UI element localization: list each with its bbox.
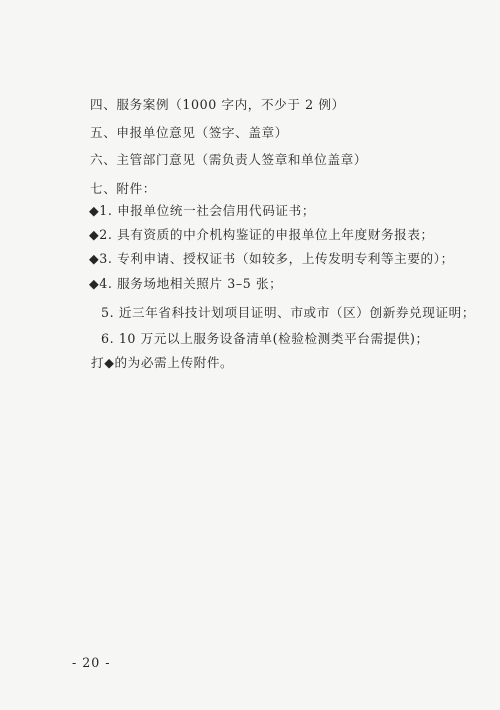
page-number: - 20 -	[72, 655, 111, 670]
attachment-item-4: ◆4. 服务场地相关照片 3–5 张；	[89, 276, 283, 291]
attachment-note: 打◆的为必需上传附件。	[91, 355, 234, 370]
attachment-item-5: 5. 近三年省科技计划项目证明、市或市（区）创新券兑现证明；	[101, 305, 476, 320]
attachment-item-1: ◆1. 申报单位统一社会信用代码证书；	[89, 203, 316, 218]
section-attachments-heading: 七、附件：	[90, 181, 156, 196]
section-service-cases: 四、服务案例（1000 字内，不少于 2 例）	[90, 97, 345, 112]
section-authority-opinion: 六、主管部门意见（需负责人签章和单位盖章）	[90, 152, 368, 167]
attachment-item-2: ◆2. 具有资质的中介机构鉴证的申报单位上年度财务报表；	[89, 227, 434, 242]
attachment-item-3: ◆3. 专利申请、授权证书（如较多，上传发明专利等主要的）；	[89, 251, 454, 266]
attachment-item-6: 6. 10 万元以上服务设备清单(检验检测类平台需提供)；	[101, 331, 429, 346]
section-applicant-opinion: 五、申报单位意见（签字、盖章）	[90, 125, 288, 140]
